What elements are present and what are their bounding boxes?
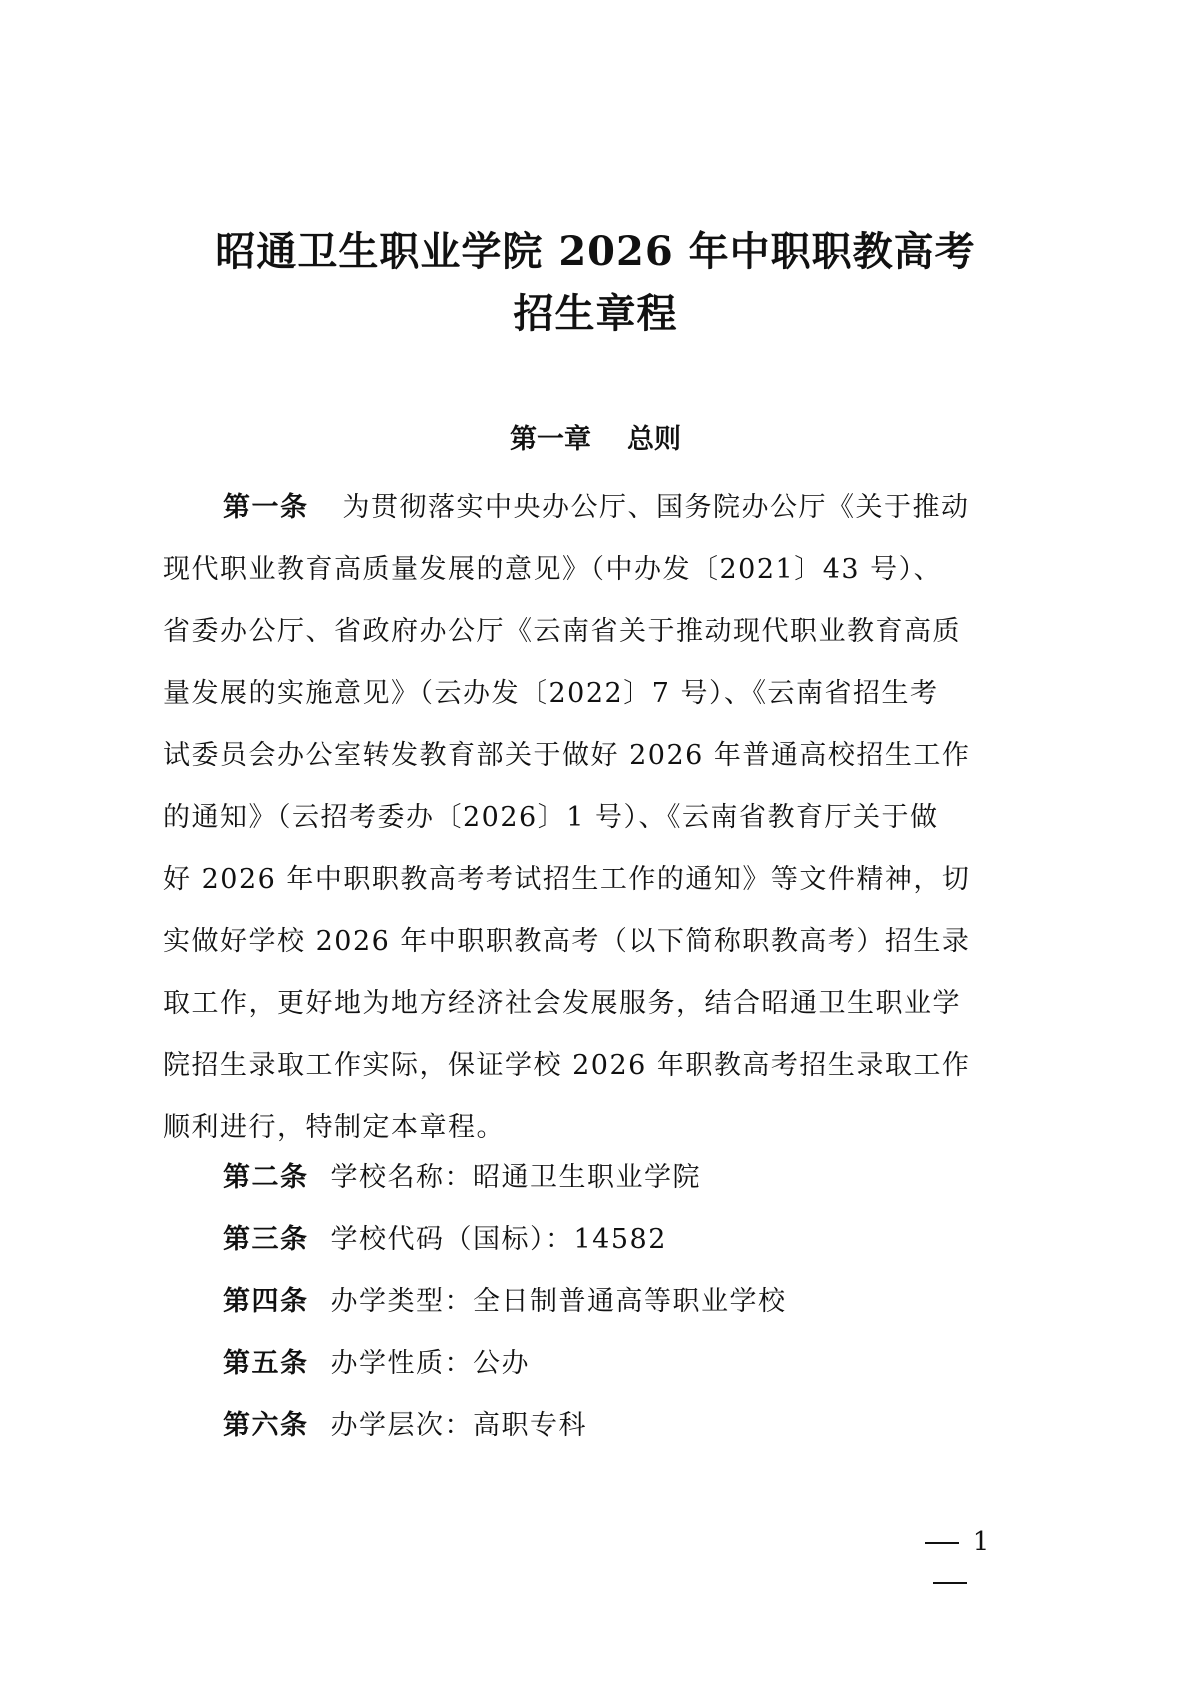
article-1-line: 顺利进行，特制定本章程。 <box>163 1112 505 1143</box>
page-number-dash-left <box>925 1542 959 1544</box>
chapter-heading <box>0 420 1191 460</box>
article-4-text: 办学类型：全日制普通高等职业学校 <box>330 1286 787 1317</box>
document-title-line2: 招生章程 <box>513 290 678 337</box>
article-1-line: 院招生录取工作实际，保证学校 2026 年职教高考招生录取工作 <box>163 1050 971 1081</box>
article-1-line: 现代职业教育高质量发展的意见》（中办发〔2021〕43 号）、 <box>163 554 943 585</box>
article-1-line: 第一条 为贯彻落实中央办公厅、国务院办公厅《关于推动 <box>223 492 970 523</box>
article-1-line: 省委办公厅、省政府办公厅《云南省关于推动现代职业教育高质 <box>163 616 961 647</box>
article-3-text: 学校代码（国标）：14582 <box>330 1224 667 1255</box>
page-number-dash-right <box>933 1582 967 1584</box>
chapter-name: 总则 <box>627 424 681 455</box>
article-1-line: 实做好学校 2026 年中职职教高考（以下简称职教高考）招生录 <box>163 926 971 957</box>
article-6-label: 第六条 <box>223 1410 309 1441</box>
article-5-label: 第五条 <box>223 1348 309 1379</box>
page-number-value: 1 <box>972 1527 990 1557</box>
article-3 <box>223 1220 667 1260</box>
article-6-text: 办学层次：高职专科 <box>330 1410 587 1441</box>
article-4 <box>223 1282 787 1322</box>
article-1-line: 取工作，更好地为地方经济社会发展服务，结合昭通卫生职业学 <box>163 988 961 1019</box>
article-1-line: 量发展的实施意见》（云办发〔2022〕7 号）、《云南省招生考 <box>163 678 939 709</box>
article-6 <box>223 1406 587 1446</box>
article-2-text: 学校名称：昭通卫生职业学院 <box>330 1162 701 1193</box>
article-1-line: 试委员会办公室转发教育部关于做好 2026 年普通高校招生工作 <box>163 740 971 771</box>
article-2 <box>223 1158 701 1198</box>
article-3-label: 第三条 <box>223 1224 309 1255</box>
article-5 <box>223 1344 530 1384</box>
page-number <box>880 1522 1020 1602</box>
document-title-line1: 昭通卫生职业学院 2026 年中职职教高考 <box>215 228 976 275</box>
article-1-line: 的通知》（云招考委办〔2026〕1 号）、《云南省教育厅关于做 <box>163 802 939 833</box>
article-2-label: 第二条 <box>223 1162 309 1193</box>
article-1-paragraph <box>163 477 1053 1159</box>
chapter-number: 第一章 <box>510 424 591 455</box>
article-1-label: 第一条 <box>223 492 309 523</box>
article-5-text: 办学性质：公办 <box>330 1348 530 1379</box>
article-4-label: 第四条 <box>223 1286 309 1317</box>
article-1-line: 好 2026 年中职职教高考考试招生工作的通知》等文件精神，切 <box>163 864 971 895</box>
